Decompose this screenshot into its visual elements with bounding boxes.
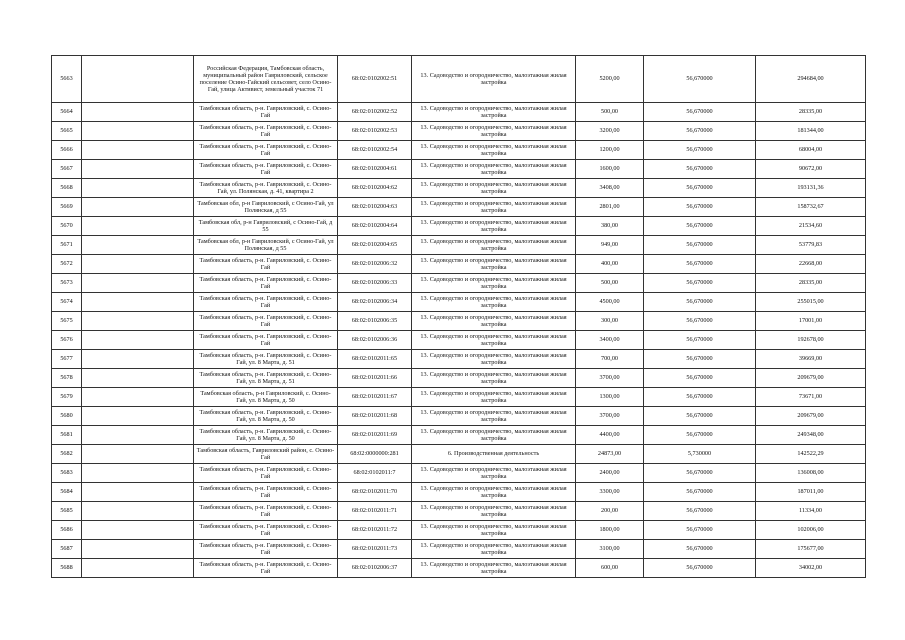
- address-cell: Тамбовская область, р-н. Гавриловский, с. Осино-Гай: [194, 464, 338, 483]
- cadastral-rate-cell: 56,670000: [644, 255, 756, 274]
- empty-cell: [82, 179, 194, 198]
- table-row: [52, 312, 866, 331]
- cadastral-cost-cell: 142522,29: [756, 445, 866, 464]
- address-cell: Тамбовская область, р-н. Гавриловский, с. Осино-Гай: [194, 502, 338, 521]
- area-cell: 3700,00: [576, 369, 644, 388]
- area-cell: 2400,00: [576, 464, 644, 483]
- row-number-cell: 5677: [52, 350, 82, 369]
- land-use-cell: 13. Садоводство и огородничество, малоэтажная жилая застройка: [412, 141, 576, 160]
- land-use-cell: 13. Садоводство и огородничество, малоэтажная жилая застройка: [412, 426, 576, 445]
- cadastral-cost-cell: 90672,00: [756, 160, 866, 179]
- cadastral-number-cell: 68:02:0102006:35: [338, 312, 412, 331]
- cadastral-rate-cell: 56,670000: [644, 407, 756, 426]
- area-cell: 3200,00: [576, 122, 644, 141]
- empty-cell: [82, 483, 194, 502]
- empty-cell: [82, 56, 194, 103]
- cadastral-number-cell: 68:02:0102011:71: [338, 502, 412, 521]
- area-cell: 4400,00: [576, 426, 644, 445]
- area-cell: 700,00: [576, 350, 644, 369]
- row-number-cell: 5688: [52, 559, 82, 578]
- row-number-cell: 5665: [52, 122, 82, 141]
- row-number-cell: 5670: [52, 217, 82, 236]
- table-row: [52, 521, 866, 540]
- address-cell: Тамбовская область, р-н. Гавриловский, с. Осино-Гай: [194, 559, 338, 578]
- address-cell: Тамбовская область, р-н. Гавриловский, с. Осино-Гай, ул. 8 Марта, д. 51: [194, 350, 338, 369]
- table-row: [52, 369, 866, 388]
- cadastral-number-cell: 68:02:0102002:53: [338, 122, 412, 141]
- table-row: [52, 331, 866, 350]
- address-cell: Тамбовская область, р-н. Гавриловский, с. Осино-Гай: [194, 293, 338, 312]
- land-use-cell: 13. Садоводство и огородничество, малоэтажная жилая застройка: [412, 56, 576, 103]
- table-row: [52, 255, 866, 274]
- address-cell: Тамбовская область, р-н. Гавриловский, с. Осино-Гай: [194, 540, 338, 559]
- land-use-cell: 13. Садоводство и огородничество, малоэтажная жилая застройка: [412, 350, 576, 369]
- land-use-cell: 13. Садоводство и огородничество, малоэтажная жилая застройка: [412, 217, 576, 236]
- cadastral-rate-cell: 56,670000: [644, 350, 756, 369]
- cadastral-rate-cell: 56,670000: [644, 369, 756, 388]
- land-use-cell: 13. Садоводство и огородничество, малоэтажная жилая застройка: [412, 198, 576, 217]
- empty-cell: [82, 464, 194, 483]
- land-use-cell: 13. Садоводство и огородничество, малоэтажная жилая застройка: [412, 293, 576, 312]
- cadastral-rate-cell: 56,670000: [644, 217, 756, 236]
- row-number-cell: 5679: [52, 388, 82, 407]
- cadastral-rate-cell: 56,670000: [644, 56, 756, 103]
- cadastral-rate-cell: 56,670000: [644, 122, 756, 141]
- empty-cell: [82, 369, 194, 388]
- cadastral-cost-cell: 294684,00: [756, 56, 866, 103]
- area-cell: 3300,00: [576, 483, 644, 502]
- land-use-cell: 13. Садоводство и огородничество, малоэтажная жилая застройка: [412, 464, 576, 483]
- cadastral-cost-cell: 53779,83: [756, 236, 866, 255]
- land-use-cell: 13. Садоводство и огородничество, малоэтажная жилая застройка: [412, 388, 576, 407]
- cadastral-cost-cell: 192678,00: [756, 331, 866, 350]
- address-cell: Тамбовская область, р-н. Гавриловский, с. Осино-Гай: [194, 483, 338, 502]
- row-number-cell: 5682: [52, 445, 82, 464]
- empty-cell: [82, 426, 194, 445]
- address-cell: Тамбовская обл, р-н Гавриловский, с Осино-Гай, ул Полянская, д 55: [194, 198, 338, 217]
- cadastral-number-cell: 68:02:0102006:33: [338, 274, 412, 293]
- row-number-cell: 5663: [52, 56, 82, 103]
- address-cell: Тамбовская обл, р-н Гавриловский, с Осино-Гай, ул Полянская, д 55: [194, 236, 338, 255]
- cadastral-number-cell: 68:02:0102006:37: [338, 559, 412, 578]
- cadastral-rate-cell: 56,670000: [644, 521, 756, 540]
- cadastral-rate-cell: 56,670000: [644, 502, 756, 521]
- table-row: [52, 388, 866, 407]
- area-cell: 1300,00: [576, 388, 644, 407]
- cadastral-rate-cell: 56,670000: [644, 160, 756, 179]
- cadastral-rate-cell: 56,670000: [644, 540, 756, 559]
- row-number-cell: 5687: [52, 540, 82, 559]
- cadastral-cost-cell: 136008,00: [756, 464, 866, 483]
- area-cell: 500,00: [576, 274, 644, 293]
- area-cell: 400,00: [576, 255, 644, 274]
- land-use-cell: 13. Садоводство и огородничество, малоэтажная жилая застройка: [412, 179, 576, 198]
- area-cell: 3700,00: [576, 407, 644, 426]
- cadastral-cost-cell: 158732,67: [756, 198, 866, 217]
- row-number-cell: 5676: [52, 331, 82, 350]
- table-row: [52, 160, 866, 179]
- empty-cell: [82, 312, 194, 331]
- cadastral-rate-cell: 56,670000: [644, 312, 756, 331]
- area-cell: 300,00: [576, 312, 644, 331]
- cadastral-rate-cell: 56,670000: [644, 274, 756, 293]
- cadastral-number-cell: 68:02:0102002:52: [338, 103, 412, 122]
- table-row: [52, 103, 866, 122]
- cadastral-cost-cell: 249348,00: [756, 426, 866, 445]
- address-cell: Тамбовская область, р-н. Гавриловский, с. Осино-Гай: [194, 331, 338, 350]
- land-use-cell: 13. Садоводство и огородничество, малоэтажная жилая застройка: [412, 236, 576, 255]
- land-use-cell: 13. Садоводство и огородничество, малоэтажная жилая застройка: [412, 540, 576, 559]
- address-cell: Тамбовская обл, р-н Гавриловский, с Осино-Гай, д 55: [194, 217, 338, 236]
- land-use-cell: 13. Садоводство и огородничество, малоэтажная жилая застройка: [412, 274, 576, 293]
- table-row: [52, 350, 866, 369]
- area-cell: 1800,00: [576, 521, 644, 540]
- land-use-cell: 6. Производственная деятельность: [412, 445, 576, 464]
- address-cell: Тамбовская область, р-н. Гавриловский, с. Осино-Гай: [194, 141, 338, 160]
- row-number-cell: 5669: [52, 198, 82, 217]
- address-cell: Тамбовская область, р-н. Гавриловский, с. Осино-Гай, ул. 8 Марта, д. 50: [194, 426, 338, 445]
- cadastral-number-cell: 68:02:0102004:65: [338, 236, 412, 255]
- land-use-cell: 13. Садоводство и огородничество, малоэтажная жилая застройка: [412, 103, 576, 122]
- cadastral-cost-cell: 34002,00: [756, 559, 866, 578]
- cadastral-number-cell: 68:02:0102011:65: [338, 350, 412, 369]
- empty-cell: [82, 141, 194, 160]
- cadastral-cost-cell: 28335,00: [756, 274, 866, 293]
- table-row: [52, 407, 866, 426]
- area-cell: 200,00: [576, 502, 644, 521]
- empty-cell: [82, 540, 194, 559]
- cadastral-number-cell: 68:02:0102004:63: [338, 198, 412, 217]
- table-row: [52, 426, 866, 445]
- empty-cell: [82, 198, 194, 217]
- land-use-cell: 13. Садоводство и огородничество, малоэтажная жилая застройка: [412, 483, 576, 502]
- cadastral-cost-cell: 102006,00: [756, 521, 866, 540]
- area-cell: 949,00: [576, 236, 644, 255]
- table-row: [52, 179, 866, 198]
- cadastral-rate-cell: 56,670000: [644, 483, 756, 502]
- address-cell: Тамбовская область, р-н. Гавриловский, с. Осино-Гай, ул. Полянская, д. 41, квартира 2: [194, 179, 338, 198]
- cadastral-number-cell: 68:02:0102004:62: [338, 179, 412, 198]
- cadastral-cost-cell: 39669,00: [756, 350, 866, 369]
- row-number-cell: 5685: [52, 502, 82, 521]
- cadastral-number-cell: 68:02:0102004:64: [338, 217, 412, 236]
- row-number-cell: 5672: [52, 255, 82, 274]
- row-number-cell: 5664: [52, 103, 82, 122]
- row-number-cell: 5675: [52, 312, 82, 331]
- row-number-cell: 5667: [52, 160, 82, 179]
- table-row: [52, 502, 866, 521]
- empty-cell: [82, 160, 194, 179]
- area-cell: 380,00: [576, 217, 644, 236]
- area-cell: 1600,00: [576, 160, 644, 179]
- land-registry-table: [51, 55, 866, 578]
- empty-cell: [82, 559, 194, 578]
- address-cell: Тамбовская область, р-н. Гавриловский, с. Осино-Гай: [194, 160, 338, 179]
- table-row: [52, 274, 866, 293]
- table-row: [52, 56, 866, 103]
- empty-cell: [82, 445, 194, 464]
- cadastral-number-cell: 68:02:0102011:68: [338, 407, 412, 426]
- address-cell: Тамбовская область, р-н. Гавриловский, с. Осино-Гай, ул. 8 Марта, д. 50: [194, 407, 338, 426]
- cadastral-number-cell: 68:02:0102011:70: [338, 483, 412, 502]
- cadastral-cost-cell: 181344,00: [756, 122, 866, 141]
- table-row: [52, 198, 866, 217]
- empty-cell: [82, 502, 194, 521]
- cadastral-number-cell: 68:02:0102006:34: [338, 293, 412, 312]
- table-row: [52, 540, 866, 559]
- row-number-cell: 5680: [52, 407, 82, 426]
- address-cell: Тамбовская область, р-н Гавриловский, с. Осино-Гай, ул. 8 Марта, д. 50: [194, 388, 338, 407]
- cadastral-cost-cell: 175677,00: [756, 540, 866, 559]
- cadastral-rate-cell: 56,670000: [644, 103, 756, 122]
- address-cell: Тамбовская область, р-н. Гавриловский, с. Осино-Гай: [194, 103, 338, 122]
- table-row: [52, 559, 866, 578]
- area-cell: 3400,00: [576, 331, 644, 350]
- address-cell: Тамбовская область, р-н. Гавриловский, с. Осино-Гай: [194, 255, 338, 274]
- cadastral-number-cell: 68:02:0102011:69: [338, 426, 412, 445]
- area-cell: 3100,00: [576, 540, 644, 559]
- land-use-cell: 13. Садоводство и огородничество, малоэтажная жилая застройка: [412, 369, 576, 388]
- table-row: [52, 483, 866, 502]
- land-use-cell: 13. Садоводство и огородничество, малоэтажная жилая застройка: [412, 160, 576, 179]
- area-cell: 5200,00: [576, 56, 644, 103]
- address-cell: Тамбовская область, р-н. Гавриловский, с. Осино-Гай, ул. 8 Марта, д. 51: [194, 369, 338, 388]
- empty-cell: [82, 350, 194, 369]
- land-use-cell: 13. Садоводство и огородничество, малоэтажная жилая застройка: [412, 122, 576, 141]
- cadastral-rate-cell: 56,670000: [644, 464, 756, 483]
- address-cell: Тамбовская область, р-н. Гавриловский, с. Осино-Гай: [194, 521, 338, 540]
- cadastral-cost-cell: 68004,00: [756, 141, 866, 160]
- cadastral-cost-cell: 255015,00: [756, 293, 866, 312]
- cadastral-number-cell: 68:02:0102004:61: [338, 160, 412, 179]
- row-number-cell: 5668: [52, 179, 82, 198]
- cadastral-number-cell: 68:02:0102011:72: [338, 521, 412, 540]
- cadastral-rate-cell: 56,670000: [644, 426, 756, 445]
- empty-cell: [82, 331, 194, 350]
- empty-cell: [82, 388, 194, 407]
- table-row: [52, 464, 866, 483]
- empty-cell: [82, 103, 194, 122]
- cadastral-cost-cell: 11334,00: [756, 502, 866, 521]
- land-use-cell: 13. Садоводство и огородничество, малоэтажная жилая застройка: [412, 502, 576, 521]
- land-use-cell: 13. Садоводство и огородничество, малоэтажная жилая застройка: [412, 407, 576, 426]
- empty-cell: [82, 217, 194, 236]
- cadastral-cost-cell: 73671,00: [756, 388, 866, 407]
- table-row: [52, 141, 866, 160]
- cadastral-cost-cell: 21534,60: [756, 217, 866, 236]
- cadastral-rate-cell: 56,670000: [644, 179, 756, 198]
- row-number-cell: 5684: [52, 483, 82, 502]
- cadastral-rate-cell: 5,730000: [644, 445, 756, 464]
- table-row: [52, 293, 866, 312]
- table-row: [52, 236, 866, 255]
- cadastral-cost-cell: 209679,00: [756, 407, 866, 426]
- empty-cell: [82, 255, 194, 274]
- address-cell: Российская Федерация, Тамбовская область, муниципальный район Гавриловский, сельское поселение Осино-Гайский сельсовет, село Осино-Гай, улица Активист, земельный участок 71: [194, 56, 338, 103]
- row-number-cell: 5666: [52, 141, 82, 160]
- land-use-cell: 13. Садоводство и огородничество, малоэтажная жилая застройка: [412, 331, 576, 350]
- empty-cell: [82, 122, 194, 141]
- cadastral-cost-cell: 17001,00: [756, 312, 866, 331]
- area-cell: 600,00: [576, 559, 644, 578]
- cadastral-rate-cell: 56,670000: [644, 236, 756, 255]
- cadastral-number-cell: 68:02:0102011:66: [338, 369, 412, 388]
- cadastral-number-cell: 68:02:0102006:32: [338, 255, 412, 274]
- land-use-cell: 13. Садоводство и огородничество, малоэтажная жилая застройка: [412, 312, 576, 331]
- row-number-cell: 5678: [52, 369, 82, 388]
- address-cell: Тамбовская область, р-н. Гавриловский, с. Осино-Гай: [194, 312, 338, 331]
- land-use-cell: 13. Садоводство и огородничество, малоэтажная жилая застройка: [412, 521, 576, 540]
- cadastral-rate-cell: 56,670000: [644, 331, 756, 350]
- row-number-cell: 5671: [52, 236, 82, 255]
- cadastral-cost-cell: 209679,00: [756, 369, 866, 388]
- cadastral-cost-cell: 187011,00: [756, 483, 866, 502]
- row-number-cell: 5686: [52, 521, 82, 540]
- address-cell: Тамбовская область, р-н. Гавриловский, с. Осино-Гай: [194, 274, 338, 293]
- table-row: [52, 122, 866, 141]
- area-cell: 3408,00: [576, 179, 644, 198]
- land-use-cell: 13. Садоводство и огородничество, малоэтажная жилая застройка: [412, 559, 576, 578]
- land-use-cell: 13. Садоводство и огородничество, малоэтажная жилая застройка: [412, 255, 576, 274]
- cadastral-rate-cell: 56,670000: [644, 141, 756, 160]
- cadastral-number-cell: 68:02:0102011:7: [338, 464, 412, 483]
- empty-cell: [82, 274, 194, 293]
- cadastral-rate-cell: 56,670000: [644, 559, 756, 578]
- table-row: [52, 445, 866, 464]
- cadastral-number-cell: 68:02:0000000:281: [338, 445, 412, 464]
- empty-cell: [82, 521, 194, 540]
- cadastral-cost-cell: 193131,36: [756, 179, 866, 198]
- cadastral-number-cell: 68:02:0102011:73: [338, 540, 412, 559]
- table-row: [52, 217, 866, 236]
- cadastral-rate-cell: 56,670000: [644, 198, 756, 217]
- address-cell: Тамбовская область, Гавриловский район, с. Осино-Гай: [194, 445, 338, 464]
- address-cell: Тамбовская область, р-н. Гавриловский, с. Осино-Гай: [194, 122, 338, 141]
- row-number-cell: 5674: [52, 293, 82, 312]
- row-number-cell: 5673: [52, 274, 82, 293]
- cadastral-number-cell: 68:02:0102006:36: [338, 331, 412, 350]
- area-cell: 24873,00: [576, 445, 644, 464]
- cadastral-number-cell: 68:02:0102002:54: [338, 141, 412, 160]
- cadastral-cost-cell: 22668,00: [756, 255, 866, 274]
- row-number-cell: 5683: [52, 464, 82, 483]
- cadastral-rate-cell: 56,670000: [644, 293, 756, 312]
- cadastral-cost-cell: 28335,00: [756, 103, 866, 122]
- area-cell: 1200,00: [576, 141, 644, 160]
- cadastral-number-cell: 68:02:0102002:51: [338, 56, 412, 103]
- area-cell: 2801,00: [576, 198, 644, 217]
- empty-cell: [82, 293, 194, 312]
- empty-cell: [82, 407, 194, 426]
- cadastral-rate-cell: 56,670000: [644, 388, 756, 407]
- area-cell: 500,00: [576, 103, 644, 122]
- cadastral-number-cell: 68:02:0102011:67: [338, 388, 412, 407]
- row-number-cell: 5681: [52, 426, 82, 445]
- table-body: [52, 56, 866, 578]
- empty-cell: [82, 236, 194, 255]
- area-cell: 4500,00: [576, 293, 644, 312]
